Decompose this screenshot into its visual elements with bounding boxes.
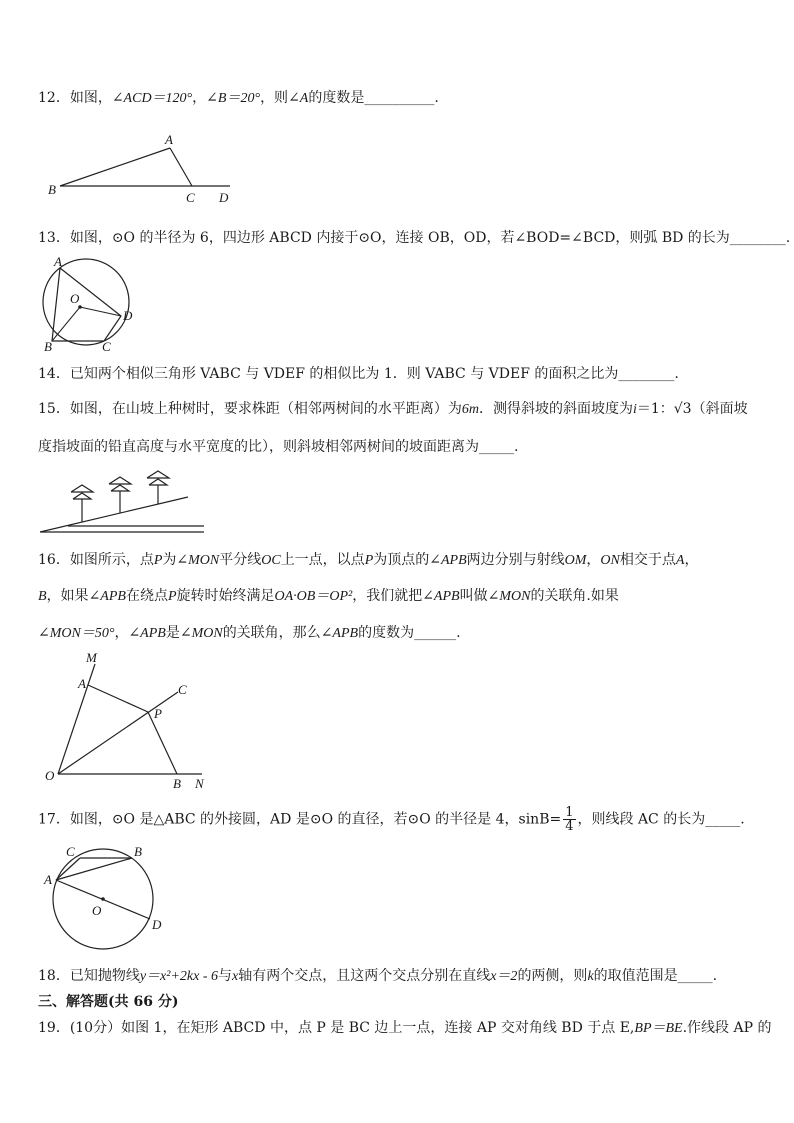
q13-figure [36,256,146,356]
q17-body: 17．如图，⊙O 是△ABC 的外接圆，AD 是⊙O 的直径，若⊙O 的半径是 4，sinB= [38,811,562,828]
q12-text [38,89,439,108]
q15-spacing: 6m [461,402,479,417]
q15-line1 [38,400,748,419]
q12-label-a: A [165,132,173,147]
q18-text [38,967,717,986]
q16-oc: OC [261,553,281,568]
q16-apb4: ∠APB [128,626,166,641]
q16-line1 [38,551,698,570]
q16-then: 的关联角，那么 [222,625,321,641]
q16-comma: ， [586,552,601,568]
q16-mon2: ∠MON [487,589,531,604]
tree-icon [71,485,93,522]
q17-num: 1 [565,805,574,820]
q18-axis: 轴有两个交点，且这两个交点分别在直线 [238,968,491,984]
q16-mon: ∠MON [176,553,220,568]
q16-p3: P [167,589,177,604]
q16-eq: OA·OB＝OP² [274,589,353,604]
q16-t7: 相交于点 [619,552,676,568]
q15-mid: ．测得斜坡的斜面坡度为 [478,401,633,417]
q16-c1: ， [114,625,129,641]
q13-blank[interactable]: ________ [729,230,786,246]
q16-if: ，如果 [46,588,89,604]
q17-blank[interactable]: _____ [705,811,741,828]
q18-eq: y＝x²+2kx - 6 [139,969,218,984]
q16-t4: 上一点，以点 [280,552,365,568]
q18-with: 与 [218,968,232,984]
q16-b: B [38,589,47,604]
q16-mon50: ∠MON＝50° [38,626,115,641]
q12-angle-b: ∠B＝20° [206,91,261,106]
q16-apb2: ∠APB [88,589,126,604]
q16-comma2: ， [684,552,699,568]
q17-label-a: A [44,872,52,887]
section-heading: 三、解答题(共 66 分) [38,994,179,1010]
q13-label-o: O [70,291,80,306]
q16-mon3: ∠MON [179,626,223,641]
q13-label-d: D [123,308,133,323]
q17-figure [42,843,172,953]
q17-ask: ，则线段 AC 的长为 [577,811,706,828]
q18-end: . [712,968,718,984]
q14-end: . [674,366,679,382]
q16-om: OM [564,553,587,568]
q19-text [38,1019,772,1038]
q15-blank[interactable]: _____ [479,439,514,455]
q16-p: P [153,553,163,568]
q12-label-b: B [48,182,56,197]
q13-label-c: C [102,339,111,354]
q15-i: i [632,402,637,417]
q16-label-a: A [78,676,86,691]
q13-label-a: A [54,254,62,269]
q16-around: 在绕点 [125,588,168,604]
q17-fraction [563,806,575,833]
q16-label-o: O [45,768,55,783]
q17-label-c: C [66,844,75,859]
q15-sqrt3: √3 [673,401,692,417]
q15-prefix: 15．如图，在山坡上种树时，要求株距（相邻两树间的水平距离）为 [38,401,462,417]
q17-label-d: D [152,917,162,932]
q12-angle-acd: ∠ACD＝120° [111,91,193,106]
q17-end: . [740,811,745,828]
q16-degree: 的度数为 [358,625,415,641]
q12-sep: ， [192,90,207,106]
q16-is: 是 [165,625,180,641]
q15-body: 度指坡面的铅直高度与水平宽度的比），则斜坡相邻两树间的坡面距离为 [38,439,479,455]
q18-prefix: 18．已知抛物线 [38,968,140,984]
q16-satisfy: 旋转时始终满足 [176,588,275,604]
q12-then: ，则 [260,90,289,106]
q16-label-n: N [195,776,204,791]
q18-k: k [587,969,594,984]
q15-note: （斜面坡 [691,401,748,417]
q17-text [38,806,745,833]
q12-end: . [434,90,439,106]
q17-label-b: B [134,844,142,859]
q16-call: 叫做 [459,588,488,604]
q12-blank[interactable]: __________ [364,90,435,106]
q16-t5: 为顶点的 [373,552,430,568]
q17-den: 4 [565,819,574,834]
q16-label-m: M [86,650,97,665]
q13-end: . [785,230,791,246]
q18-range: 的取值范围是 [593,968,678,984]
q16-label-p: P [154,706,162,721]
q18-x: x [232,969,239,984]
q16-t2: 为 [162,552,177,568]
q18-line: x＝2 [490,969,518,984]
q17-label-o: O [92,903,102,918]
q16-blank[interactable]: ______ [414,625,457,641]
q15-end: . [514,439,519,455]
q15-line2 [38,438,518,456]
q12-label-c: C [186,190,195,205]
tree-icon [109,477,131,513]
q16-apb: ∠APB [429,553,467,568]
q16-assoc: 的关联角.如果 [530,588,619,604]
q18-sides: 的两侧，则 [517,968,588,984]
q16-apb3: ∠APB [422,589,460,604]
q16-figure [40,652,220,792]
q16-apb5: ∠APB [320,626,359,641]
q12-figure [45,128,245,208]
q15-figure [38,470,218,540]
q16-on: ON [600,553,620,568]
q14-text [38,365,679,383]
q16-t1: 16．如图所示，点 [38,552,154,568]
q12-prefix: 12．如图， [38,90,112,106]
q16-we: ，我们就把 [352,588,423,604]
q19-tail: .作线段 AP 的 [682,1020,772,1036]
q12-angle-a: ∠A [288,91,309,106]
q12-label-d: D [219,190,229,205]
q16-p2: P [364,553,374,568]
q16-label-b: B [173,776,181,791]
q13-body: 13．如图，⊙O 的半径为 6，四边形 ABCD 内接于⊙O，连接 OB，OD，若∠BOD=∠BCD，则弧 BD 的长为 [38,230,730,246]
q15-ratio: ＝1： [636,401,674,417]
q16-end: . [456,625,461,641]
q16-line3 [38,624,461,643]
q12-ask: 的度数是 [308,90,365,106]
q14-blank[interactable]: ________ [618,366,675,382]
q16-t6: 两边分别与射线 [466,552,565,568]
q16-line2 [38,587,619,606]
q14-body: 14．已知两个相似三角形 VABC 与 VDEF 的相似比为 1．则 VABC 与 VDEF 的面积之比为 [38,366,619,382]
q13-label-b: B [44,339,52,354]
q16-t3: 平分线 [219,552,262,568]
tree-icon [147,471,169,504]
q13-text [38,229,790,247]
q19-body: 19．(10分）如图 1，在矩形 ABCD 中，点 P 是 BC 边上一点，连接 AP 交对角线 BD 于点 E, [38,1020,635,1036]
q16-a: A [675,553,685,568]
q16-label-c: C [178,682,187,697]
q19-eq: BP＝BE [634,1021,683,1036]
q18-blank[interactable]: _____ [677,968,713,984]
